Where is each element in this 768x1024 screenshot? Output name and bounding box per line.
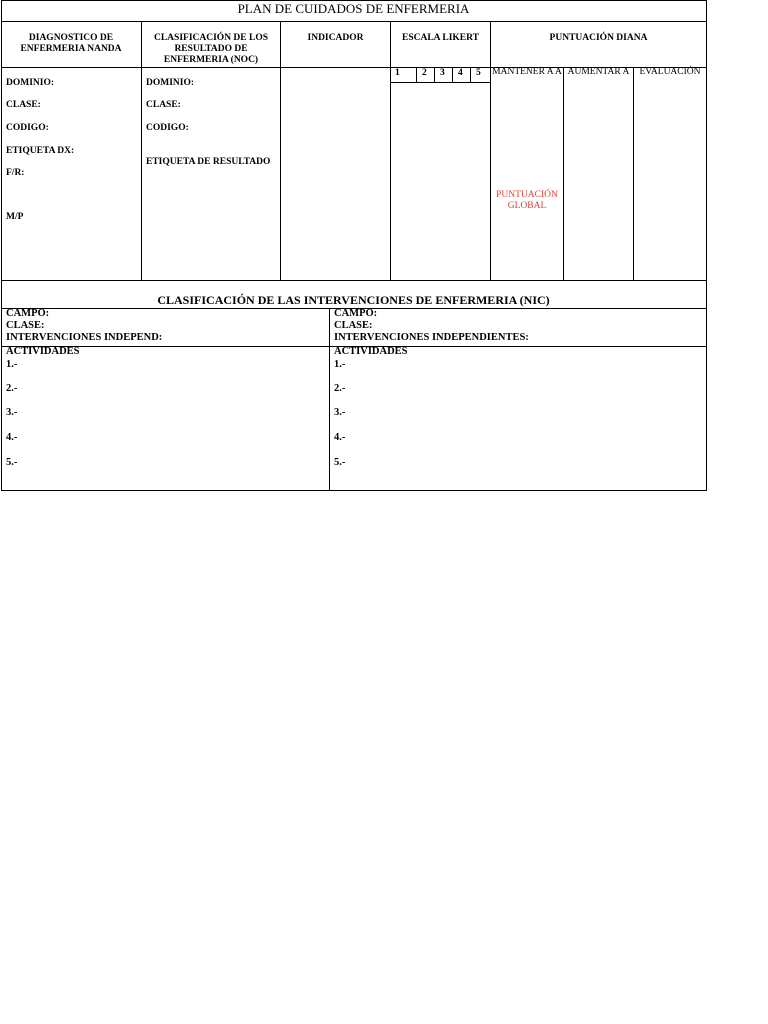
- col-divider-1: [141, 21, 142, 280]
- noc-etiqueta: ETIQUETA DE RESULTADO: [146, 157, 271, 167]
- frame-bottom: [1, 490, 707, 491]
- nanda-fr: F/R:: [6, 168, 25, 178]
- nic-right-intervenciones: INTERVENCIONES INDEPENDIENTES:: [334, 332, 529, 343]
- nanda-clase: CLASE:: [6, 100, 41, 110]
- diana-aumentar: AUMENTAR A: [567, 67, 630, 77]
- nic-left-item-4: 4.-: [6, 432, 18, 443]
- likert-div-3: [452, 67, 453, 82]
- noc-codigo: CODIGO:: [146, 123, 189, 133]
- col-divider-3: [390, 21, 391, 280]
- header-nanda: DIAGNOSTICO DE ENFERMERIA NANDA: [20, 33, 122, 54]
- diana-evaluacion: EVALUACIÓN: [639, 67, 701, 77]
- nic-left-actividades: ACTIVIDADES: [6, 346, 80, 357]
- nic-left-item-1: 1.-: [6, 359, 18, 370]
- nic-col-divider: [329, 308, 330, 490]
- nic-right-clase: CLASE:: [334, 320, 373, 331]
- nic-right-item-2: 2.-: [334, 383, 346, 394]
- likert-div-2: [434, 67, 435, 82]
- nic-left-campo: CAMPO:: [6, 308, 50, 319]
- nic-left-item-2: 2.-: [6, 383, 18, 394]
- col-divider-6: [633, 67, 634, 280]
- header-indicador: INDICADOR: [307, 33, 364, 43]
- noc-dominio: DOMINIO:: [146, 78, 195, 88]
- nic-right-item-3: 3.-: [334, 407, 346, 418]
- noc-clase: CLASE:: [146, 100, 181, 110]
- likert-1: 1: [395, 68, 400, 78]
- nic-right-item-1: 1.-: [334, 359, 346, 370]
- likert-div-1: [416, 67, 417, 82]
- col-divider-2: [280, 21, 281, 280]
- page-title: PLAN DE CUIDADOS DE ENFERMERIA: [237, 1, 470, 16]
- likert-3: 3: [440, 68, 445, 78]
- nic-right-item-4: 4.-: [334, 432, 346, 443]
- likert-2: 2: [422, 68, 427, 78]
- nic-left-item-3: 3.-: [6, 407, 18, 418]
- diana-mantener: MANTENER A A: [492, 67, 562, 77]
- nic-right-item-5: 5.-: [334, 457, 346, 468]
- frame-right: [706, 0, 707, 490]
- puntuacion-global: PUNTUACIÓN GLOBAL: [496, 190, 558, 211]
- upper-section-bottom: [1, 280, 707, 281]
- header-diana: PUNTUACIÓN DIANA: [549, 33, 648, 43]
- header-noc: CLASIFICACIÓN DE LOS RESULTADO DE ENFERMERIA (NOC): [153, 33, 269, 65]
- likert-5: 5: [476, 68, 481, 78]
- nic-left-clase: CLASE:: [6, 320, 45, 331]
- nic-right-actividades: ACTIVIDADES: [334, 346, 408, 357]
- nic-left-intervenciones: INTERVENCIONES INDEPEND:: [6, 332, 163, 343]
- frame-left: [1, 0, 2, 490]
- col-divider-4: [490, 21, 491, 280]
- likert-subdivider: [390, 82, 490, 83]
- nic-left-item-5: 5.-: [6, 457, 18, 468]
- likert-4: 4: [458, 68, 463, 78]
- likert-div-4: [470, 67, 471, 82]
- nanda-etiqueta: ETIQUETA DX:: [6, 146, 75, 156]
- nanda-codigo: CODIGO:: [6, 123, 49, 133]
- nic-title: CLASIFICACIÓN DE LAS INTERVENCIONES DE ENFERMERIA (NIC): [157, 293, 550, 307]
- title-divider: [1, 21, 707, 22]
- nanda-mp: M/P: [6, 212, 24, 222]
- nic-right-campo: CAMPO:: [334, 308, 378, 319]
- col-divider-5: [563, 67, 564, 280]
- header-likert: ESCALA LIKERT: [401, 33, 479, 43]
- nanda-dominio: DOMINIO:: [6, 78, 55, 88]
